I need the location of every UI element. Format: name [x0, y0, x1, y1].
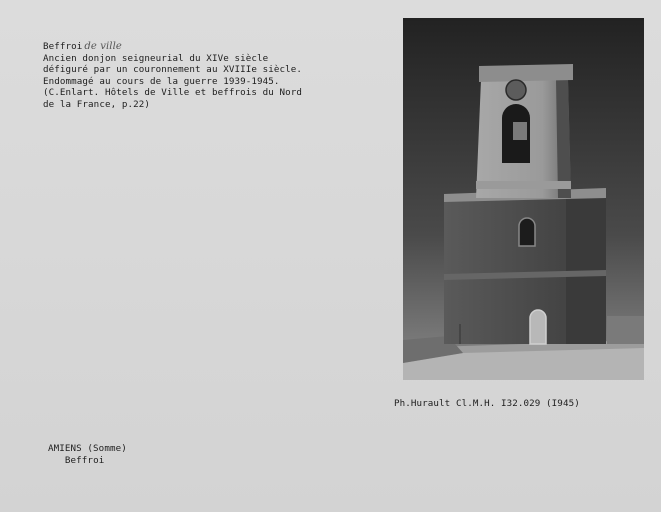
location-block — [48, 443, 127, 466]
description-block — [43, 41, 302, 111]
description-line: de la France, p.22) — [43, 98, 150, 110]
location-city: AMIENS (Somme) — [48, 443, 127, 454]
location-subject: Beffroi — [64, 454, 105, 466]
description-title: Beffroi — [43, 41, 83, 52]
photo-credit: Ph.Hurault Cl.M.H. I32.029 (I945) — [394, 398, 580, 409]
description-line: (C.Enlart. Hôtels de Ville et beffrois du Nord — [43, 87, 303, 99]
belfry-photo-image — [403, 18, 644, 380]
belfry-photograph — [403, 18, 644, 380]
handwritten-annotation: de ville — [84, 41, 122, 52]
description-line: Ancien donjon seigneurial du XIVe siècle — [43, 52, 269, 64]
description-line: défiguré par un couronnement au XVIIIe siècle. — [43, 64, 303, 76]
description-line: Endommagé au cours de la guerre 1939-1945. — [43, 75, 280, 87]
